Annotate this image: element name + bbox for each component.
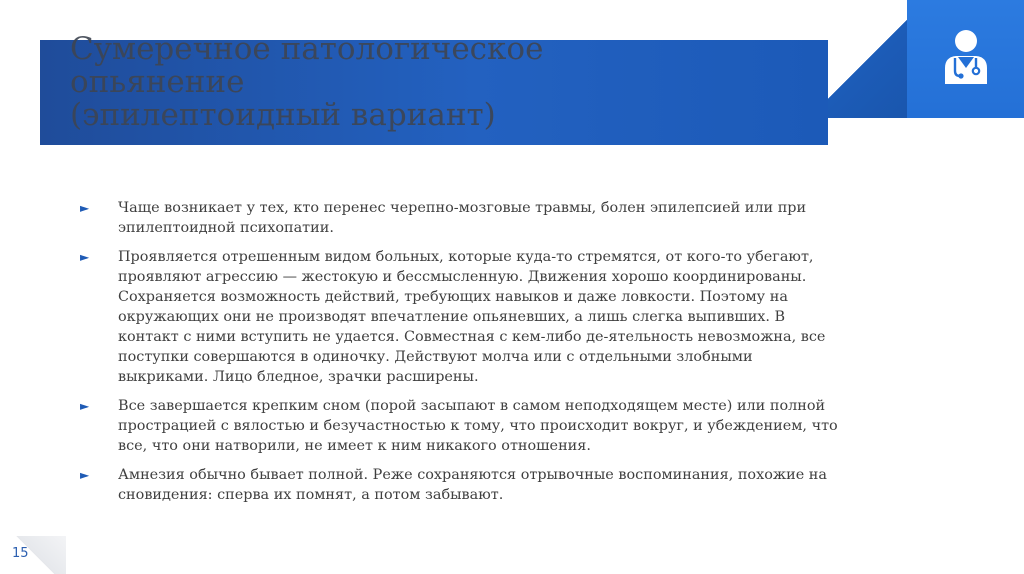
bullet-item <box>78 465 838 505</box>
triangle-bullet-icon: ► <box>80 468 90 482</box>
title-clip <box>0 0 1024 145</box>
bullet-item <box>78 247 838 387</box>
page-corner <box>0 536 66 574</box>
triangle-bullet-icon: ► <box>80 399 90 413</box>
slide-title: Сумеречное патологическое опьянение (эпилептоидный вариант) <box>70 31 544 133</box>
triangle-bullet-icon: ► <box>80 201 90 215</box>
triangle-bullet-icon: ► <box>80 250 90 264</box>
bullet-text: Амнезия обычно бывает полной. Реже сохраняются отрывочные воспоминания, похожие на сновидения: сперва их помнят, а потом забывают. <box>118 467 827 503</box>
bullet-item <box>78 396 838 456</box>
bullet-text: Чаще возникает у тех, кто перенес черепно-мозговые травмы, болен эпилепсией или при эпилептоидной психопатии. <box>118 200 807 236</box>
page-number: 15 <box>12 546 29 561</box>
bullet-text: Проявляется отрешенным видом больных, которые куда-то стремятся, от кого-то убегают, проявляют агрессию — жестокую и бессмысленную. Движения хорошо координированы. Сохраняется возможность действий, требующих навыков и даже ловкости. Поэтому на окружающих они не производят впечатление опьяневших, а лишь слегка выпивших. В контакт с ними вступить не удается. Совместная с кем-либо де-ятельность невозможна, все поступки совершаются в одиночку. Действуют молча или с отдельными злобными выкриками. Лицо бледное, зрачки расширены. <box>118 249 826 385</box>
bullet-list <box>78 198 838 514</box>
bullet-item <box>78 198 838 238</box>
bullet-text: Все завершается крепким сном (порой засыпают в самом неподходящем месте) или полной прострацией с вялостью и безучастностью к тому, что происходит вокруг, и убеждением, что все, что они натворили, не имеет к ним никакого отношения. <box>118 398 838 454</box>
